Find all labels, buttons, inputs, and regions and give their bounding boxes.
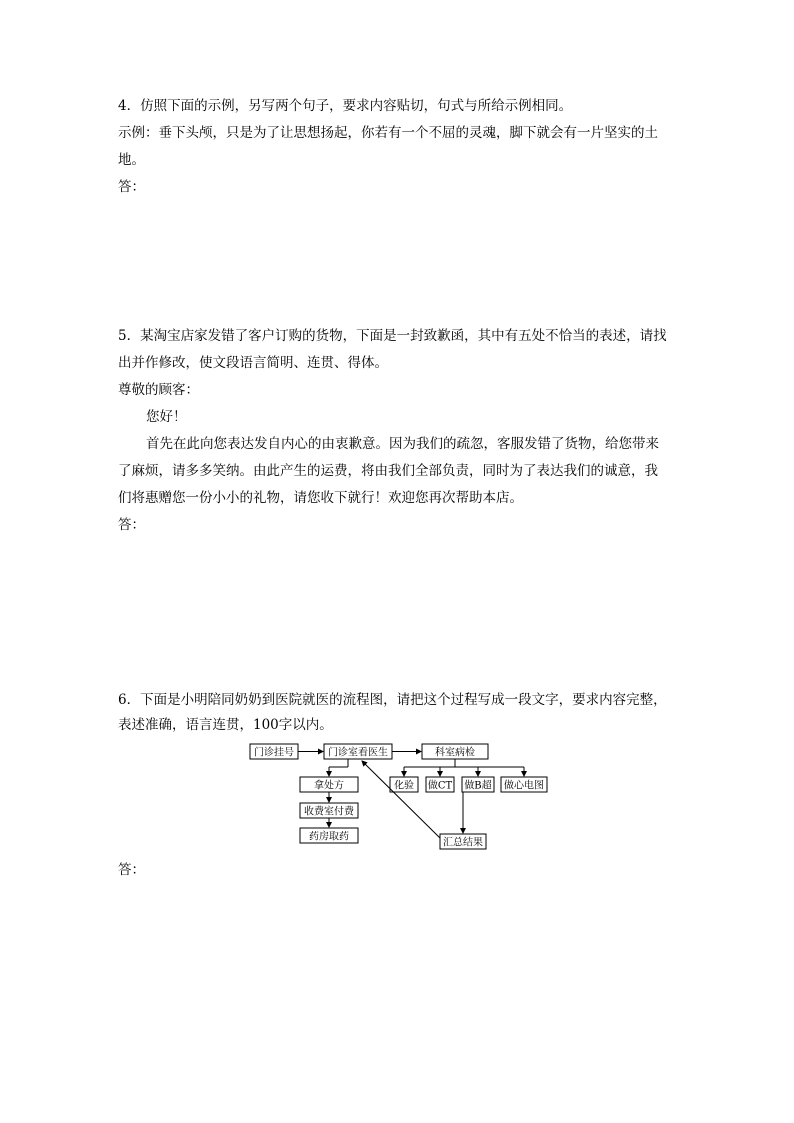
label-outpatient-doctor: 门诊室看医生 [328,747,388,759]
letter-greeting: 您好！ [146,409,187,425]
q5-stem-line1: 5．某淘宝店家发错了客户订购的货物，下面是一封致歉函，其中有五处不恰当的表述，请找 [118,328,667,344]
q4-stem: 4．仿照下面的示例，另写两个句子，要求内容贴切，句式与所给示例相同。 [118,98,573,114]
letter-body-line1: 首先在此向您表达发自内心的由衷歉意。因为我们的疏忽，客服发错了货物，给您带来 [146,436,659,452]
q4-example-line1: 示例：垂下头颅，只是为了让思想扬起，你若有一个不屈的灵魂，脚下就会有一片坚实的土 [118,125,658,141]
label-outpatient-register: 门诊挂号 [254,747,294,759]
letter-salutation: 尊敬的顾客： [118,382,199,398]
letter-body-line3: 们将惠赠您一份小小的礼物，请您收下就行！欢迎您再次帮助本店。 [118,490,523,506]
q5-answer-label: 答： [118,517,145,533]
label-pharmacy: 药房取药 [309,831,349,843]
hospital-flowchart [248,738,558,854]
label-ecg: 做心电图 [504,780,544,792]
q4-example-line2: 地。 [118,152,145,168]
label-prescription: 拿处方 [314,780,344,792]
q6-stem-line2: 表述准确，语言连贯，100字以内。 [118,717,333,733]
q6-answer-label: 答： [118,862,145,878]
label-ct-scan: 做CT [427,780,453,792]
q6-stem-line1: 6．下面是小明陪同奶奶到医院就医的流程图，请把这个过程写成一段文字，要求内容完整， [118,692,667,708]
label-payment: 收费室付费 [304,806,354,818]
label-dept-exam: 科室病检 [435,747,475,759]
label-b-ultrasound: 做B超 [464,780,492,792]
label-lab-test: 化验 [394,780,414,792]
letter-body-line2: 了麻烦，请多多笑纳。由此产生的运费，将由我们全部负责，同时为了表达我们的诚意，我 [118,463,658,479]
arrow-summary-to-doctor [362,761,440,838]
q5-stem-line2: 出并作修改，使文段语言简明、连贯、得体。 [118,355,388,371]
q4-answer-label: 答： [118,179,145,195]
label-summary: 汇总结果 [443,837,483,849]
